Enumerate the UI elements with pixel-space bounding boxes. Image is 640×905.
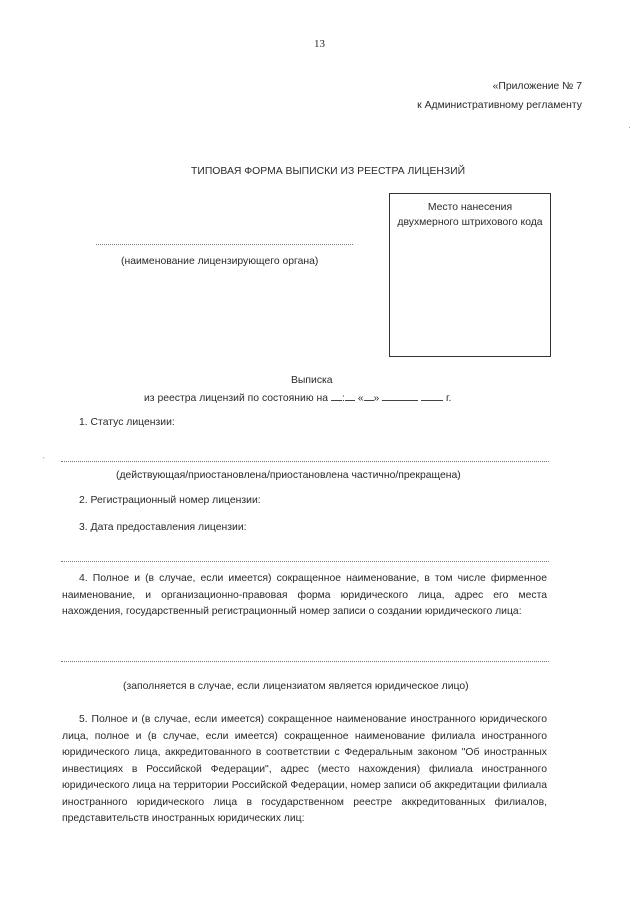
item-3-issue-date: 3. Дата предоставления лицензии:: [79, 522, 247, 533]
barcode-line-2: двухмерного штрихового кода: [397, 217, 543, 228]
page-number: 13: [314, 38, 325, 50]
quote-open: «: [357, 393, 364, 404]
appendix-label: «Приложение № 7: [492, 81, 582, 92]
minute-field[interactable]: [345, 391, 355, 401]
status-fill-line[interactable]: [61, 461, 549, 462]
extract-heading: Выписка: [291, 375, 333, 386]
barcode-line-1: Место нанесения: [427, 202, 513, 213]
status-caption: (действующая/приостановлена/приостановлена частично/прекращена): [116, 470, 461, 481]
extract-state-prefix: из реестра лицензий по состоянию на: [144, 393, 329, 404]
authority-fill-line[interactable]: [96, 244, 353, 245]
scan-mark: `: [42, 456, 45, 466]
issue-date-fill-line[interactable]: [61, 561, 549, 562]
scan-mark-right: ·: [628, 122, 631, 132]
authority-caption: (наименование лицензирующего органа): [121, 256, 319, 267]
item-5-foreign-entity: 5. Полное и (в случае, если имеется) сокращенное наименование иностранного юридического лица, полное и (в случае, если имеется) сокращенное наименование филиала иностранного юридического лица, аккредитованного в соответствии с Федеральным законом "Об иностранных инвестициях в Российской Федерации", адрес (место нахождения) филиала иностранного юридического лица на территории Российской Федерации, номер записи об аккредитации филиала иностранного юридического лица в государственном реестре аккредитованных филиалов, представительств иностранных юридических лиц:: [62, 714, 547, 824]
regulation-label: к Административному регламенту: [417, 100, 582, 111]
hour-field[interactable]: [331, 391, 342, 401]
month-field[interactable]: [382, 391, 418, 401]
year-field[interactable]: [421, 391, 443, 401]
item-2-registration-number: 2. Регистрационный номер лицензии:: [79, 495, 261, 506]
quote-close: »: [373, 393, 380, 404]
barcode-placeholder-box: [389, 193, 551, 357]
item-1-license-status: 1. Статус лицензии:: [79, 417, 175, 428]
item-4-legal-entity: 4. Полное и (в случае, если имеется) сокращенное наименование, в том числе фирменное наименование, и организационно-правовая форма юридического лица, адрес его места нахождения, государственный регистрационный номер записи о создании юридического лица:: [62, 573, 547, 617]
legal-entity-caption: (заполняется в случае, если лицензиатом является юридическое лицо): [123, 681, 469, 692]
time-separator: :: [341, 393, 345, 404]
extract-date-line: [144, 391, 451, 404]
day-field[interactable]: [364, 391, 374, 401]
form-title: ТИПОВАЯ ФОРМА ВЫПИСКИ ИЗ РЕЕСТРА ЛИЦЕНЗИЙ: [191, 166, 466, 177]
year-suffix: г.: [445, 393, 452, 404]
legal-entity-fill-line[interactable]: [61, 661, 549, 662]
